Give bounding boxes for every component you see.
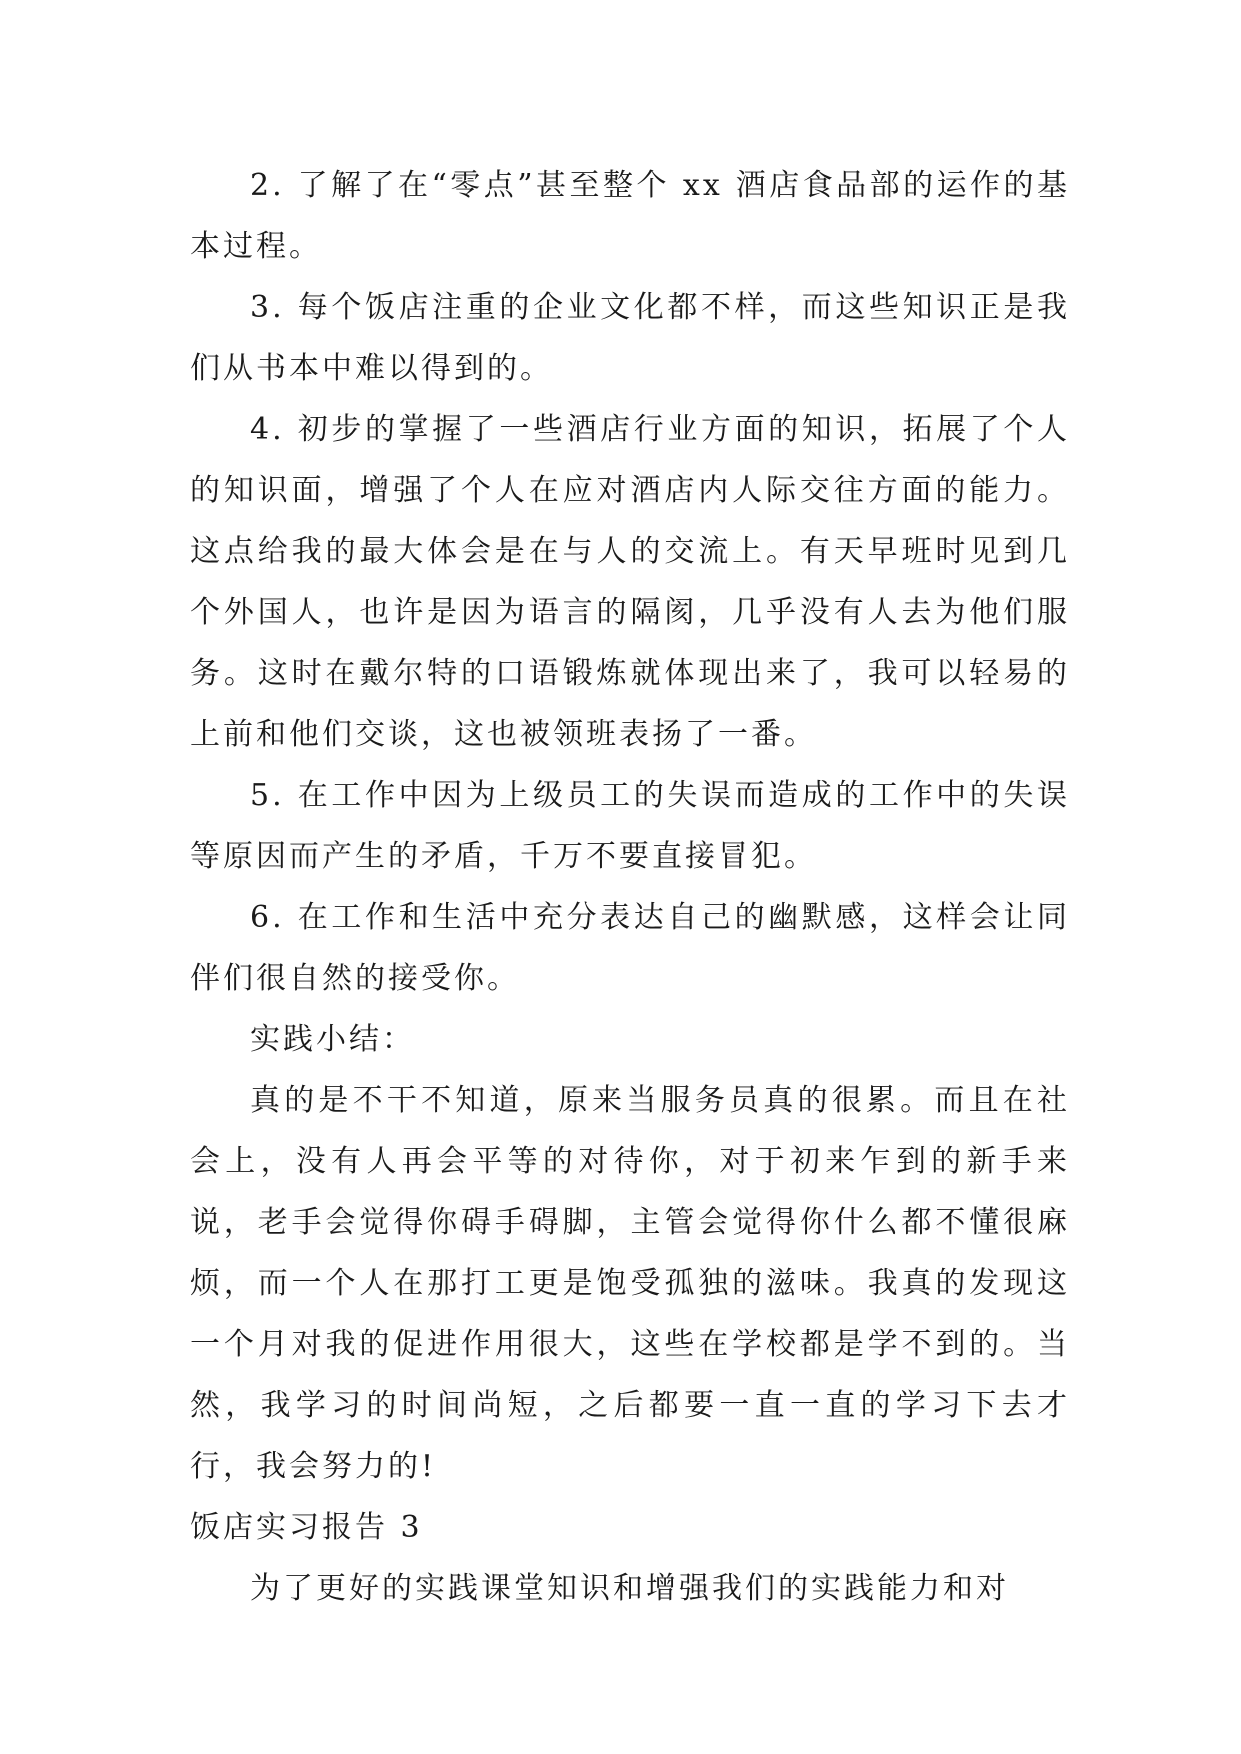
- paragraph-item-4: 4. 初步的掌握了一些酒店行业方面的知识，拓展了个人的知识面，增强了个人在应对酒店内人际交往方面的能力。这点给我的最大体会是在与人的交流上。有天早班时见到几个外国人，也许是因为语言的隔阂，几乎没有人去为他们服务。这时在戴尔特的口语锻炼就体现出来了，我可以轻易的上前和他们交谈，这也被领班表扬了一番。: [190, 412, 1070, 752]
- paragraph-item-2: 2. 了解了在“零点”甚至整个 xx 酒店食品部的运作的基本过程。: [190, 168, 1070, 264]
- intro-paragraph: 为了更好的实践课堂知识和增强我们的实践能力和对: [250, 1571, 1009, 1606]
- practice-summary-text: 真的是不干不知道，原来当服务员真的很累。而且在社会上，没有人再会平等的对待你，对于初来乍到的新手来说，老手会觉得你碍手碍脚，主管会觉得你什么都不懂很麻烦，而一个人在那打工更是饱受孤独的滋味。我真的发现这一个月对我的促进作用很大，这些在学校都是学不到的。当然，我学习的时间尚短，之后都要一直一直的学习下去才行，我会努力的!: [190, 1083, 1070, 1484]
- paragraph-item-5: 5. 在工作中因为上级员工的失误而造成的工作中的失误等原因而产生的矛盾，千万不要直接冒犯。: [190, 778, 1070, 874]
- practice-summary-heading: 实践小结：: [250, 1022, 415, 1057]
- document-body: [190, 155, 1070, 1619]
- paragraph-item-3: 3. 每个饭店注重的企业文化都不样，而这些知识正是我们从书本中难以得到的。: [190, 290, 1070, 386]
- section-title: 饭店实习报告 3: [190, 1510, 423, 1545]
- paragraph-item-6: 6. 在工作和生活中充分表达自己的幽默感，这样会让同伴们很自然的接受你。: [190, 900, 1070, 996]
